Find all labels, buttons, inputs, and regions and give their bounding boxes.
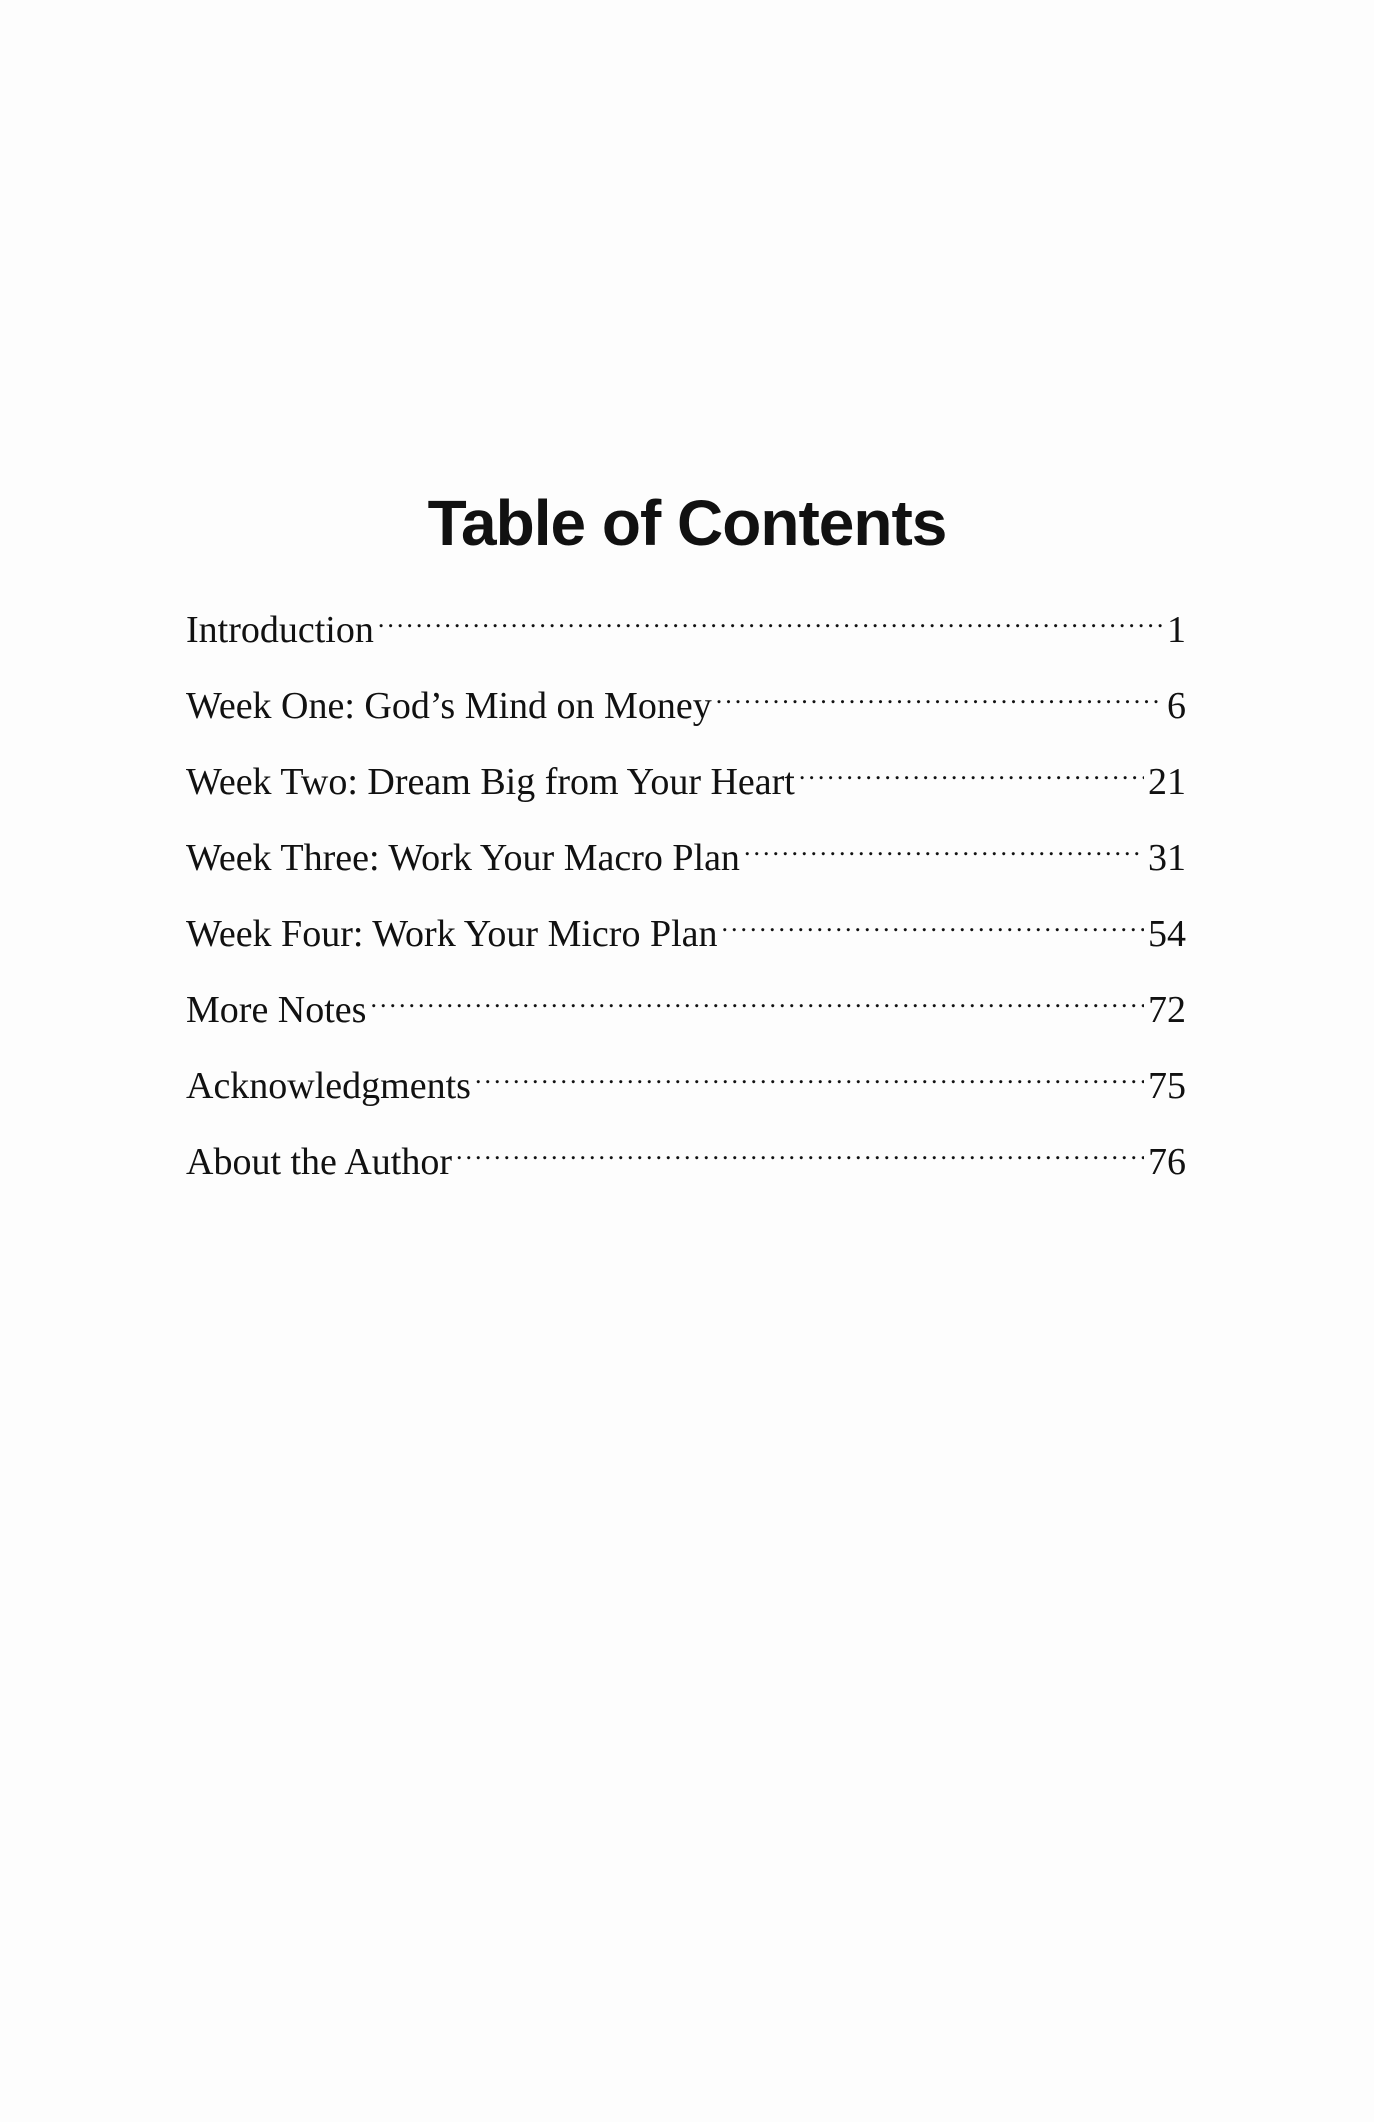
dot-leader xyxy=(799,738,1144,794)
toc-entry-label: Introduction xyxy=(186,609,374,651)
dot-leader xyxy=(744,814,1144,870)
toc-entry[interactable] xyxy=(186,814,1186,890)
toc-entry-page: 54 xyxy=(1148,913,1186,955)
toc-entry[interactable] xyxy=(186,662,1186,738)
toc-entry-page: 31 xyxy=(1148,837,1186,879)
toc-entry-label: Week Two: Dream Big from Your Heart xyxy=(186,761,795,803)
toc-entry[interactable] xyxy=(186,738,1186,814)
toc-entry-label: About the Author xyxy=(186,1141,452,1183)
toc-entry-page: 21 xyxy=(1148,761,1186,803)
toc-list xyxy=(186,586,1186,1194)
toc-entry-label: Acknowledgments xyxy=(186,1065,471,1107)
toc-entry-label: Week Four: Work Your Micro Plan xyxy=(186,913,718,955)
toc-entry[interactable] xyxy=(186,890,1186,966)
toc-entry[interactable] xyxy=(186,1118,1186,1194)
toc-entry[interactable] xyxy=(186,966,1186,1042)
toc-entry-label: Week One: God’s Mind on Money xyxy=(186,685,712,727)
toc-entry-label: Week Three: Work Your Macro Plan xyxy=(186,837,740,879)
dot-leader xyxy=(378,586,1163,642)
toc-entry[interactable] xyxy=(186,1042,1186,1118)
toc-entry-page: 6 xyxy=(1167,685,1186,727)
toc-entry-label: More Notes xyxy=(186,989,367,1031)
dot-leader xyxy=(370,966,1144,1022)
dot-leader xyxy=(716,662,1163,718)
toc-entry-page: 75 xyxy=(1148,1065,1186,1107)
dot-leader xyxy=(722,890,1145,946)
toc-entry-page: 1 xyxy=(1167,609,1186,651)
dot-leader xyxy=(475,1042,1144,1098)
toc-entry[interactable] xyxy=(186,586,1186,662)
toc-entry-page: 76 xyxy=(1148,1141,1186,1183)
page-title: Table of Contents xyxy=(427,486,947,559)
toc-entry-page: 72 xyxy=(1148,989,1186,1031)
dot-leader xyxy=(456,1118,1144,1174)
